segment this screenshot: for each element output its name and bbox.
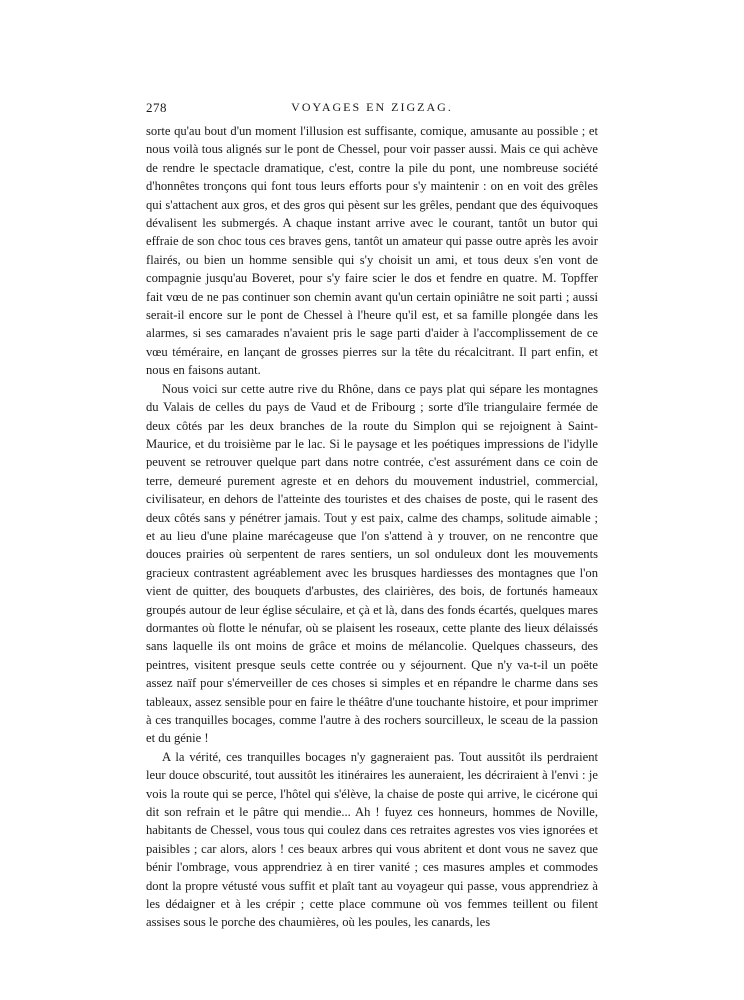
paragraph-continuation: sorte qu'au bout d'un moment l'illusion est suffisante, comique, amusante au possible ; et nous voilà tous alignés sur le pont de Chessel, pour voir passer aussi. Mais ce qui achève de rendre le spectacle dramatique, c'est, contre la pile du pont, une nombreuse société d'honnêtes tronçons qui font tous leurs efforts pour s'y maintenir : on en voit des grêles qui s'attachent aux gros, et des gros qui pèsent sur les grêles, pendant que des équivoques dévalisent les submergés. A chaque instant arrive avec le courant, tantôt un butor qui effraie de son choc tous ces braves gens, tantôt un amateur qui passe outre après les avoir flairés, ou bien un homme sensible qui s'y choisit un ami, et tous deux s'en vont de compagnie jusqu'au Boveret, pour s'y faire scier le dos et fendre en quatre. M. Topffer fait vœu de ne pas continuer son chemin avant qu'un certain opiniâtre ne soit parti ; aussi serait-il encore sur le pont de Chessel à l'heure qu'il est, et sa famille plongée dans les alarmes, si ses camarades n'avaient pris le sage parti d'aider à l'accomplissement de ce vœu téméraire, en lançant de grosses pierres sur la tête du récalcitrant. Il part enfin, et nous en faisons autant.	[146, 124, 598, 378]
running-title: VOYAGES EN ZIGZAG.	[291, 100, 453, 114]
running-head	[146, 100, 598, 118]
paragraph: Nous voici sur cette autre rive du Rhône, dans ce pays plat qui sépare les montagnes du Valais de celles du pays de Vaud et de Fribourg ; sorte d'île triangulaire fermée de deux côtés par les deux branches de la route du Simplon qui se rejoignent à Saint-Maurice, et du troisième par le lac. Si le paysage et les poétiques impressions de l'idylle peuvent se retrouver quelque part dans notre contrée, c'est assurément dans ce coin de terre, demeuré purement agreste et en dehors du mouvement industriel, commercial, civilisateur, en dehors de l'atteinte des touristes et des chaises de poste, qui le rasent des deux côtés sans y pénétrer jamais. Tout y est paix, calme des champs, solitude aimable ; et au lieu d'une plaine marécageuse que l'on s'attend à y trouver, on ne rencontre que douces prairies où serpentent de rares sentiers, un sol onduleux dont les mouvements gracieux contrastent agréablement avec les brusques hardiesses des montagnes que l'on vient de quitter, des bouquets d'arbustes, des clairières, des bois, de fortunés hameaux groupés autour de leur église séculaire, et çà et là, dans des fonds écartés, quelques mares dormantes où flotte le nénufar, où se plaisent les roseaux, cette plante des lieux délaissés sans laquelle ils ont moins de grâce et moins de mélancolie. Quelques chasseurs, des peintres, visitent presque seuls cette contrée ou y séjournent. Que n'y va-t-il un poëte assez naïf pour s'émerveiller de ces choses si simples et en répandre le charme dans ses tableaux, assez sensible pour en faire le théâtre d'une touchante histoire, et pour imprimer à ces tranquilles bocages, comme l'autre à des rochers sourcilleux, le sceau de la passion et du génie !	[146, 381, 598, 746]
page-number: 278	[146, 100, 167, 115]
body-text	[146, 122, 598, 932]
paragraph: A la vérité, ces tranquilles bocages n'y gagneraient pas. Tout aussitôt ils perdraient leur douce obscurité, tout aussitôt les itinéraires les auneraient, les décriraient à l'envi : je vois la route qui se perce, l'hôtel qui s'élève, la chaise de poste qui arrive, le cicérone qui dit son refrain et le pâtre qui mendie... Ah ! fuyez ces honneurs, hommes de Noville, habitants de Chessel, vous tous qui coulez dans ces retraites agrestes vos vies ignorées et paisibles ; car alors, alors ! ces beaux arbres qui vous abritent et dont vous ne savez que bénir l'ombrage, vous apprendriez à en tirer vanité ; ces masures amples et commodes dont la propre vétusté vous suffit et plaît tant au voyageur qui passe, vous apprendriez à les dédaigner et à les crépir ; cette place commune où vos femmes teillent ou filent assises sous le porche des chaumières, où les poules, les canards, les	[146, 749, 598, 930]
